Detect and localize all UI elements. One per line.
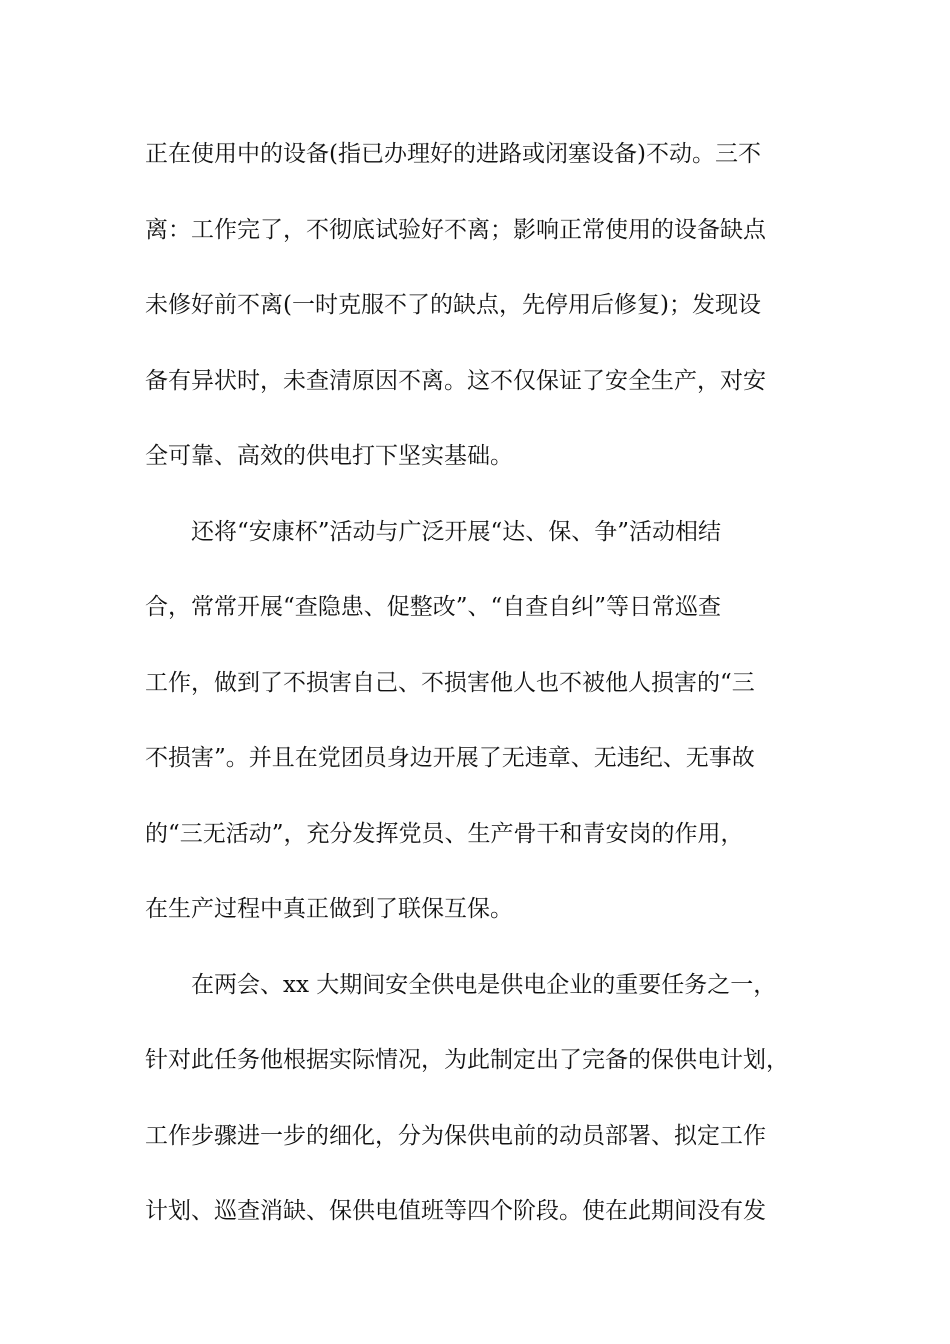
document-body — [145, 128, 825, 1261]
text-line-8: 工作，做到了不损害自己、不损害他人也不被他人损害的“三 — [145, 669, 755, 696]
text-line-15: 计划、巡查消缺、保供电值班等四个阶段。使在此期间没有发 — [145, 1198, 766, 1224]
text-line-12: 在两会、xx 大期间安全供电是供电企业的重要任务之一， — [191, 971, 777, 998]
text-line-3: 未修好前不离(一时克服不了的缺点，先停用后修复)；发现设 — [145, 292, 761, 318]
text-line-6: 还将“安康杯”活动与广泛开展“达、保、争”活动相结 — [191, 518, 722, 545]
text-line-10: 的“三无活动”，充分发挥党员、生产骨干和青安岗的作用， — [145, 820, 744, 847]
text-line-4: 备有异状时，未查清原因不离。这不仅保证了安全生产，对安 — [145, 367, 766, 394]
text-line-7: 合，常常开展“查隐患、促整改”、“自查自纠”等日常巡查 — [145, 594, 722, 620]
text-line-9: 不损害”。并且在党团员身边开展了无违章、无违纪、无事故 — [145, 745, 755, 771]
text-line-5: 全可靠、高效的供电打下坚实基础。 — [145, 443, 513, 469]
text-line-2: 离：工作完了，不彻底试验好不离；影响正常使用的设备缺点 — [145, 216, 766, 243]
text-line-11: 在生产过程中真正做到了联保互保。 — [145, 896, 513, 922]
text-line-1: 正在使用中的设备(指已办理好的进路或闭塞设备)不动。三不 — [145, 141, 761, 167]
text-line-14: 工作步骤进一步的细化，分为保供电前的动员部署、拟定工作 — [145, 1122, 766, 1149]
text-line-13: 针对此任务他根据实际情况，为此制定出了完备的保供电计划， — [145, 1047, 789, 1073]
